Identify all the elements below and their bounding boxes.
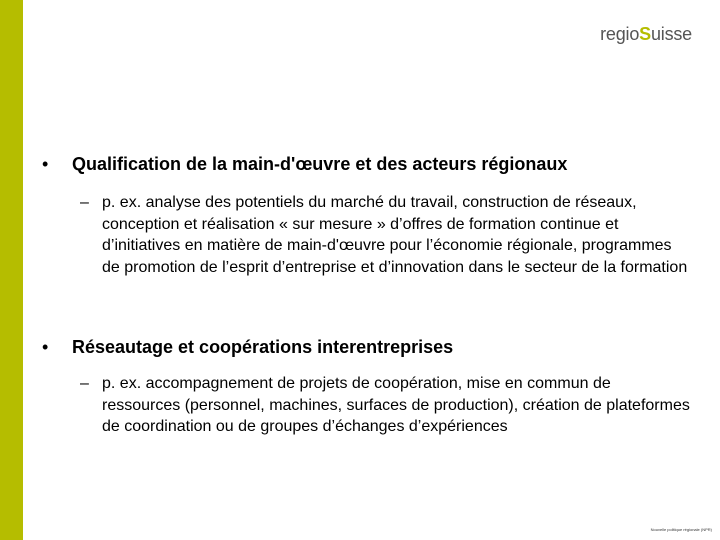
bullet-item-2 (42, 337, 692, 358)
sub-item-text: p. ex. analyse des potentiels du marché du travail, construction de réseaux, conception et réalisation « sur mesure » d’offres de formation continue et d’initiatives en matière de main-d'œuvre pour l’économie régionale, programmes de promotion de l’esprit d’entreprise et d’innovation dans le secteur de la formation (102, 194, 688, 276)
bullet-marker: • (42, 337, 49, 357)
logo-text-part1: regio (600, 24, 640, 44)
logo-mark: S (639, 24, 651, 44)
bullet-item-1 (42, 154, 692, 175)
dash-marker: – (80, 375, 89, 392)
dash-marker: – (80, 194, 89, 211)
logo-text-part2: uisse (650, 24, 692, 44)
bullet-marker: • (42, 154, 49, 174)
sub-item-text: p. ex. accompagnement de projets de coopération, mise en commun de ressources (personnel, machines, surfaces de production), création de plateformes de coordination ou de groupes d’échanges d’expériences (102, 375, 690, 435)
sub-item-2 (80, 373, 690, 438)
bullet-title: Réseautage et coopérations interentreprises (72, 337, 454, 357)
footer-text: Nouvelle politique régionale (NPR) (650, 527, 712, 532)
accent-sidebar (0, 0, 23, 540)
sub-item-1 (80, 192, 690, 278)
bullet-title: Qualification de la main-d'œuvre et des acteurs régionaux (72, 154, 568, 174)
regiosuisse-logo (600, 24, 692, 45)
